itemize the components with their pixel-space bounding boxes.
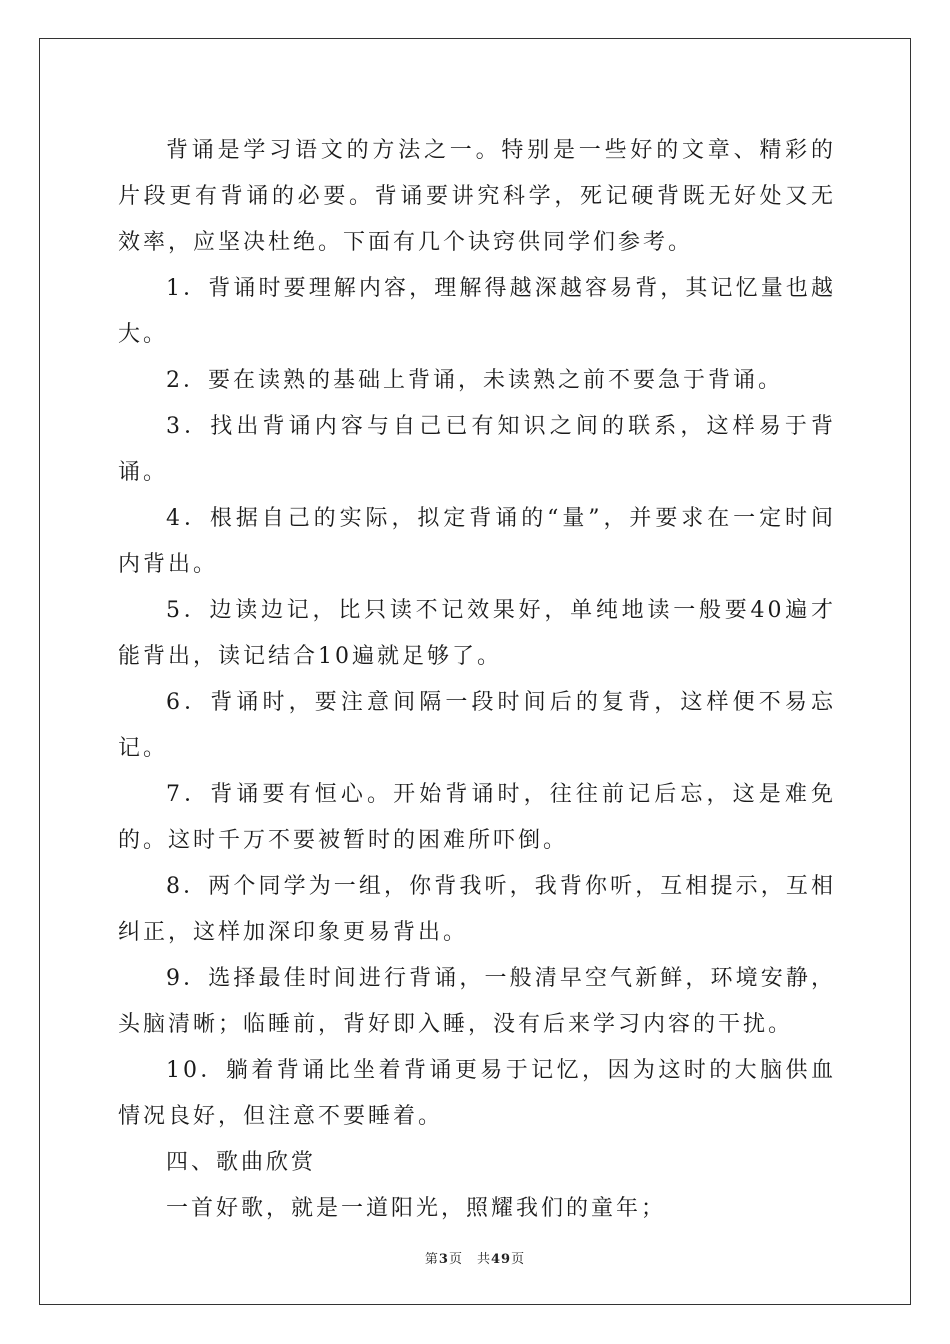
paragraph-tip-7: 7．背诵要有恒心。开始背诵时，往往前记后忘，这是难免的。这时千万不要被暂时的困难所吓倒。 [118, 782, 836, 853]
paragraph-song: 一首好歌，就是一道阳光，照耀我们的童年； [166, 1196, 667, 1221]
paragraph-tip-10: 10．躺着背诵比坐着背诵更易于记忆，因为这时的大脑供血情况良好，但注意不要睡着。 [118, 1058, 836, 1129]
section-heading: 四、歌曲欣赏 [166, 1150, 317, 1175]
total-suffix: 页 [511, 1252, 526, 1267]
paragraph-tip-9: 9．选择最佳时间进行背诵，一般清早空气新鲜，环境安静，头脑清晰；临睡前，背好即入睡，没有后来学习内容的干扰。 [118, 966, 836, 1037]
paragraph-tip-4: 4．根据自己的实际，拟定背诵的“量”，并要求在一定时间内背出。 [118, 506, 836, 577]
paragraph-tip-8: 8．两个同学为一组，你背我听，我背你听，互相提示，互相纠正，这样加深印象更易背出。 [118, 874, 836, 945]
page-footer [0, 1248, 950, 1267]
document-body [118, 128, 836, 1232]
total-prefix: 共 [476, 1252, 491, 1267]
paragraph-tip-5: 5．边读边记，比只读不记效果好，单纯地读一般要40遍才能背出，读记结合10遍就足够了。 [118, 598, 836, 669]
paragraph-intro: 背诵是学习语文的方法之一。特别是一些好的文章、精彩的片段更有背诵的必要。背诵要讲究科学，死记硬背既无好处又无效率，应坚决杜绝。下面有几个诀窍供同学们参考。 [118, 138, 836, 255]
total-pages: 49 [490, 1252, 512, 1267]
page-suffix: 页 [448, 1252, 463, 1267]
paragraph-tip-2: 2．要在读熟的基础上背诵，未读熟之前不要急于背诵。 [166, 368, 783, 393]
paragraph-tip-6: 6．背诵时，要注意间隔一段时间后的复背，这样便不易忘记。 [118, 690, 836, 761]
paragraph-tip-1: 1．背诵时要理解内容，理解得越深越容易背，其记忆量也越大。 [118, 276, 836, 347]
page-prefix: 第 [424, 1252, 439, 1267]
page-number: 3 [438, 1252, 449, 1267]
paragraph-tip-3: 3．找出背诵内容与自己已有知识之间的联系，这样易于背诵。 [118, 414, 836, 485]
